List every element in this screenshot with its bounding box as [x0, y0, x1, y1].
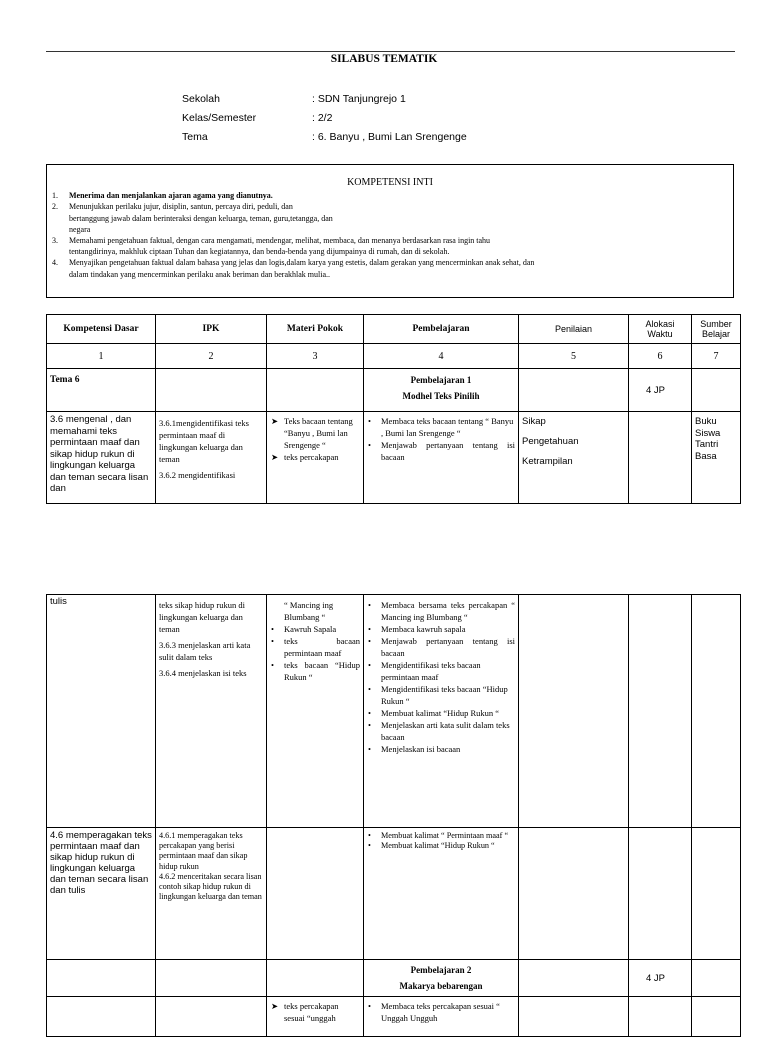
ki-heading: KOMPETENSI INTI — [347, 177, 433, 188]
top-rule — [46, 51, 735, 52]
ipk-4-6: 4.6.1 memperagakan teks percakapan yang berisi permintaan maaf dan sikap hidup rukun 4.6.2 menceritakan secara lisan contoh sikap hidup rukun di lingkungan keluarga dan teman — [156, 828, 267, 960]
list-item: • Membuat kalimat “Hidup Rukun “ — [368, 708, 500, 718]
header-row — [47, 315, 741, 344]
col-header-alokasi: Alokasi Waktu — [629, 315, 692, 344]
kd-3-6-row — [47, 412, 741, 504]
pembelajaran-continued — [364, 595, 519, 828]
syllabus-table-continued — [46, 594, 741, 1037]
pembelajaran-2-row — [47, 960, 741, 997]
partial-row — [47, 997, 741, 1037]
list-item: ➤ teks percakapan sesuai “unggah — [271, 1001, 339, 1023]
list-item: • teks bacaan permintaan maaf — [271, 636, 360, 658]
tema-row — [47, 369, 741, 412]
list-item: ➤ Teks bacaan tentang “Banyu , Bumi lan Srengenge “ — [271, 416, 353, 450]
kd-4-6: 4.6 memperagakan teks permintaan maaf dan sikap hidup rukun di lingkungan keluarga dan teman secara lisan dan tulis — [47, 828, 156, 960]
penilaian-3-6: Sikap Pengetahuan Ketrampilan — [519, 412, 629, 504]
list-item: • Menjawab pertanyaan tentang isi bacaan — [368, 440, 515, 462]
list-item: • teks bacaan “Hidup Rukun “ — [271, 660, 360, 682]
list-item: • Menjelaskan isi bacaan — [368, 744, 461, 754]
document-title: SILABUS TEMATIK — [330, 53, 438, 65]
col-header-materi: Materi Pokok — [267, 315, 364, 344]
ki-item-4: 4. Menyajikan pengetahuan faktual dalam bahasa yang jelas dan logis,dalam karya yang estetis, dalam gerakan yang mencerminkan anak sehat, dan — [52, 258, 535, 268]
pembelajaran-3-6 — [364, 412, 519, 504]
kd-continued: tulis — [47, 595, 156, 828]
ipk-continued: teks sikap hidup rukun di lingkungan keluarga dan teman 3.6.3 menjelaskan arti kata sulit dalam teks 3.6.4 menjelaskan isi teks — [156, 595, 267, 828]
number-row: 1 2 3 4 5 6 7 — [47, 344, 741, 369]
list-item: • Mengidentifikasi teks bacaan “Hidup Rukun “ — [368, 684, 508, 706]
pembelajaran-2-title: Pembelajaran 2 Makarya bebarengan — [364, 960, 519, 997]
list-item: • Membuat kalimat “Hidup Rukun “ — [368, 841, 495, 851]
meta-tema: Tema : 6. Banyu , Bumi Lan Srengenge — [182, 131, 467, 143]
alokasi-4jp: 4 JP — [629, 369, 692, 412]
list-item: • Mengidentifikasi teks bacaan permintaan maaf — [368, 660, 481, 682]
list-item: • Membuat kalimat “ Permintaan maaf “ — [368, 831, 509, 840]
kompetensi-inti-box: KOMPETENSI INTI 1. Menerima dan menjalankan ajaran agama yang dianutnya. 2. Menunjukkan perilaku jujur, disiplin, santun, percaya diri, peduli, dan bertanggung jawab dalam berinteraksi dengan keluarga, teman, guru,tetangga, dan negara 3. Memahami pengetahuan faktual, dengan cara mengamati, mendengar, melihat, membaca, dan menanya berdasarkan rasa ingin tahu tentangdirinya, makhluk ciptaan Tuhan dan kegiatannya, dan benda-benda yang dijumpainya di rumah, dan di sekolah. 4. Menyajikan pengetahuan faktual dalam bahasa yang jelas dan logis,dalam karya yang estetis, dalam gerakan yang mencerminkan anak sehat, dan dalam tindakan yang mencerminkan perilaku anak beriman dan berakhlak mulia.. — [46, 164, 734, 298]
col-header-ipk: IPK — [156, 315, 267, 344]
list-item: • Membaca bersama teks percakapan “ Mancing ing Blumbang “ — [368, 600, 515, 622]
materi-partial — [267, 997, 364, 1037]
ki-item-2: 2. Menunjukkan perilaku jujur, disiplin, santun, percaya diri, peduli, dan — [52, 202, 293, 212]
sumber-3-6: Buku Siswa Tantri Basa — [692, 412, 741, 504]
pembelajaran-partial — [364, 997, 519, 1037]
list-item: • Kawruh Sapala — [271, 624, 337, 634]
materi-3-6 — [267, 412, 364, 504]
ipk-3-6: 3.6.1mengidentifikasi teks permintaan maaf di lingkungan keluarga dan teman 3.6.2 mengidentifikasi — [156, 412, 267, 504]
col-header-penilaian: Penilaian — [519, 315, 629, 344]
ki-item-3: 3. Memahami pengetahuan faktual, dengan cara mengamati, mendengar, melihat, membaca, dan menanya berdasarkan rasa ingin tahu — [52, 236, 491, 246]
tema-label: Tema 6 — [47, 369, 156, 412]
syllabus-table-top — [46, 314, 741, 504]
list-item: • Membaca teks bacaan tentang “ Banyu , Bumi lan Srengenge “ — [368, 416, 514, 438]
materi-continued: “ Mancing ing Blumbang “ • Kawruh Sapala • teks bacaan permintaan maaf • teks bacaan “Hidup Rukun “ — [267, 595, 364, 828]
pembelajaran-1-title: Pembelajaran 1 Modhel Teks Pinilih — [364, 369, 519, 412]
kd-4-6-row — [47, 828, 741, 960]
list-item: • Menjelaskan arti kata sulit dalam teks bacaan — [368, 720, 510, 742]
meta-sekolah: Sekolah : SDN Tanjungrejo 1 — [182, 93, 406, 105]
col-header-sumber: Sumber Belajar — [692, 315, 741, 344]
ki-item-1: 1. Menerima dan menjalankan ajaran agama yang dianutnya. — [52, 191, 273, 201]
col-header-kd: Kompetensi Dasar — [47, 315, 156, 344]
col-header-pembelajaran: Pembelajaran — [364, 315, 519, 344]
list-item: • Menjawab pertanyaan tentang isi bacaan — [368, 636, 515, 658]
meta-kelas: Kelas/Semester : 2/2 — [182, 112, 333, 124]
alokasi-4jp-2: 4 JP — [629, 960, 692, 997]
list-item: • Membaca kawruh sapala — [368, 624, 466, 634]
list-item: • Membaca teks percakapan sesuai “ Unggah Ungguh — [368, 1001, 500, 1023]
kd-3-6: 3.6 mengenal , dan memahami teks permintaan maaf dan sikap hidup rukun di lingkungan keluarga dan teman secara lisan dan — [47, 412, 156, 504]
list-item: ➤ teks percakapan — [271, 452, 339, 462]
pembelajaran-4-6 — [364, 828, 519, 960]
kd-3-6-continued-row — [47, 595, 741, 828]
